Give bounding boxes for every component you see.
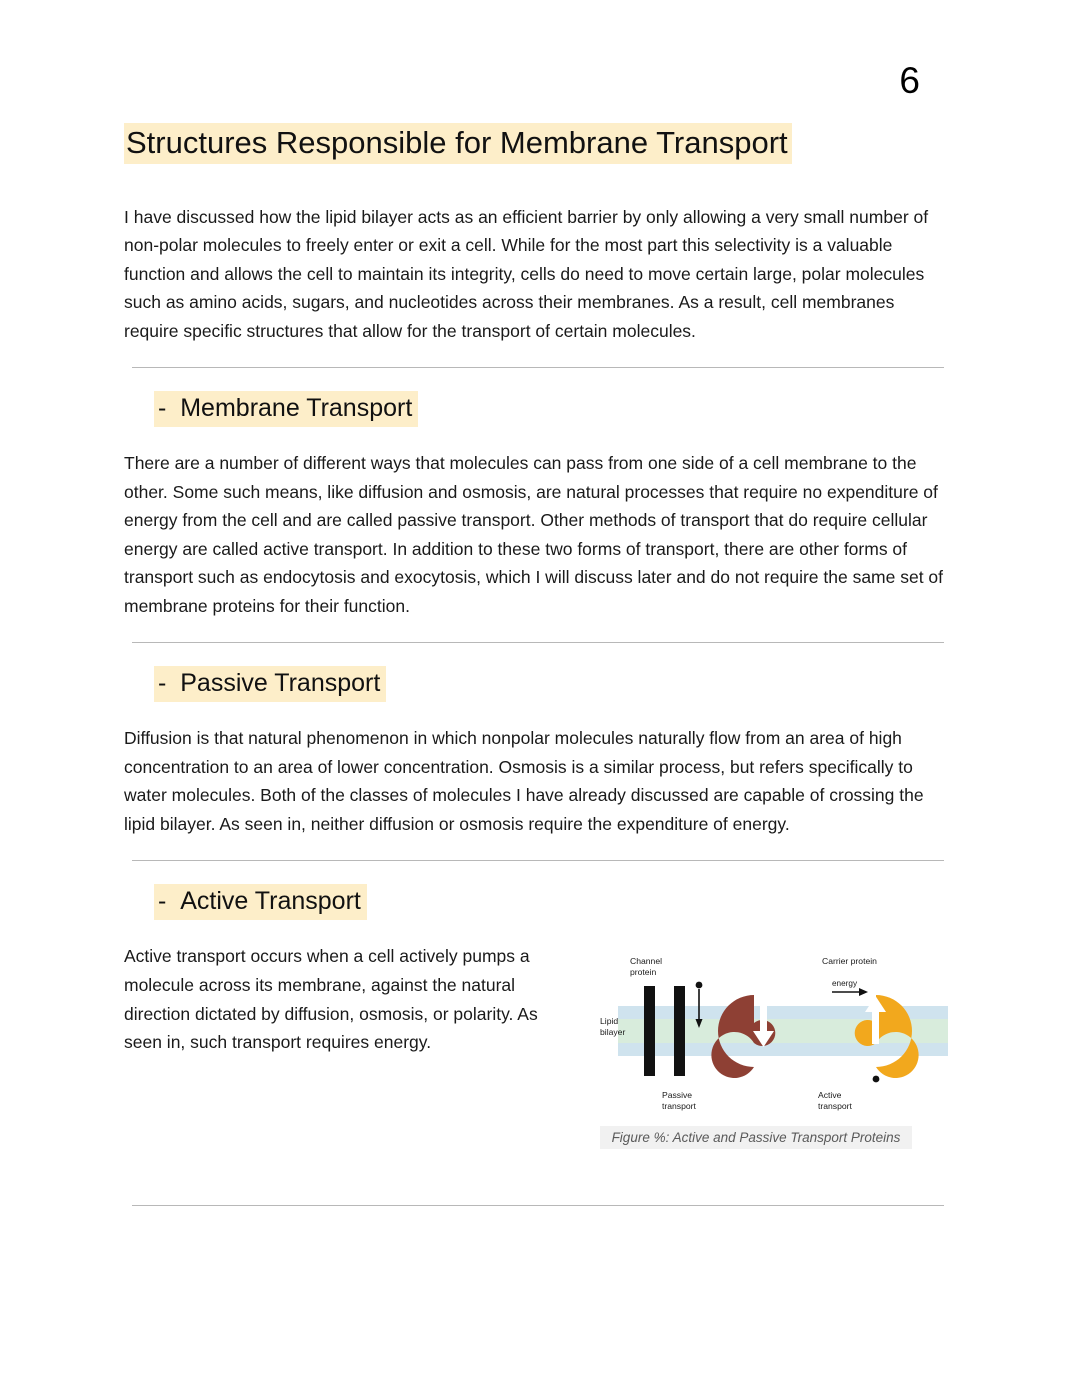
transport-proteins-diagram [600, 948, 948, 1118]
figure-label-active-line1: Active [818, 1090, 842, 1101]
section-divider [132, 860, 944, 861]
figure-label-channel-protein-line2: protein [630, 967, 657, 978]
section-heading-label: Membrane Transport [180, 394, 413, 423]
section-heading-membrane-transport-wrap [154, 394, 952, 423]
figure-label-carrier-protein: Carrier protein [822, 956, 877, 967]
page-title: Structures Responsible for Membrane Transport [124, 123, 792, 164]
figure-label-passive-line1: Passive [662, 1090, 693, 1101]
figure-label-lipid: Lipid [600, 1016, 619, 1027]
page-number: 6 [899, 60, 920, 101]
membrane-transport-paragraph: There are a number of different ways that molecules can pass from one side of a cell membrane to the other. Some such means, like diffusion and osmosis, are natural processes that require no expenditure of energy from the cell and are called passive transport. Other methods of transport that do require cellular energy are called active transport. In addition to these two forms of transport, there are other forms of transport such as endocytosis and exocytosis, which I will discuss later and do not require the same set of membrane proteins for their function. [124, 453, 944, 616]
intro-paragraph: I have discussed how the lipid bilayer acts as an efficient barrier by only allowing a very small number of non-polar molecules to freely enter or exit a cell. While for the most part this selectivity is a valuable function and allows the cell to maintain its integrity, cells do need to move certain large, polar molecules such as amino acids, sugars, and nucleotides across their membranes. As a result, cell membranes require specific structures that allow for the transport of certain molecules. [124, 206, 929, 341]
section-heading-label: Active Transport [180, 887, 361, 916]
heading-bullet-dash: - [158, 394, 167, 423]
figure-label-active-line2: transport [818, 1101, 852, 1112]
figure-caption: Figure %: Active and Passive Transport Proteins [600, 1126, 912, 1149]
active-transport-row [124, 942, 952, 1149]
transport-figure [590, 948, 952, 1149]
figure-label-bilayer: bilayer [600, 1027, 626, 1038]
section-heading-label: Passive Transport [180, 669, 381, 698]
heading-bullet-dash: - [158, 669, 167, 698]
section-heading-membrane-transport [154, 391, 418, 427]
figure-label-passive-line2: transport [662, 1101, 696, 1112]
section-divider [132, 367, 944, 368]
page-title-wrap [124, 124, 952, 163]
document-content [124, 124, 952, 1206]
section-heading-passive-transport [154, 666, 386, 702]
bottom-divider [132, 1205, 944, 1206]
section-heading-passive-transport-wrap [154, 669, 952, 698]
active-transport-paragraph: Active transport occurs when a cell actively pumps a molecule across its membrane, against the natural direction dictated by diffusion, osmosis, or polarity. As seen in, such transport requires energy. [124, 946, 538, 1053]
section-divider [132, 642, 944, 643]
section-heading-active-transport-wrap [154, 887, 952, 916]
figure-label-channel-protein-line1: Channel [630, 956, 663, 967]
passive-transport-paragraph: Diffusion is that natural phenomenon in which nonpolar molecules naturally flow from an area of high concentration to an area of lower concentration. Osmosis is a similar process, but refers specifically to water molecules. Both of the classes of molecules I have already discussed are capable of crossing the lipid bilayer. As seen in, neither diffusion or osmosis require the expenditure of energy. [124, 728, 924, 834]
figure-label-energy: energy [832, 979, 858, 989]
heading-bullet-dash: - [158, 887, 167, 916]
section-heading-active-transport [154, 884, 367, 920]
active-transport-text-column [124, 942, 564, 1066]
